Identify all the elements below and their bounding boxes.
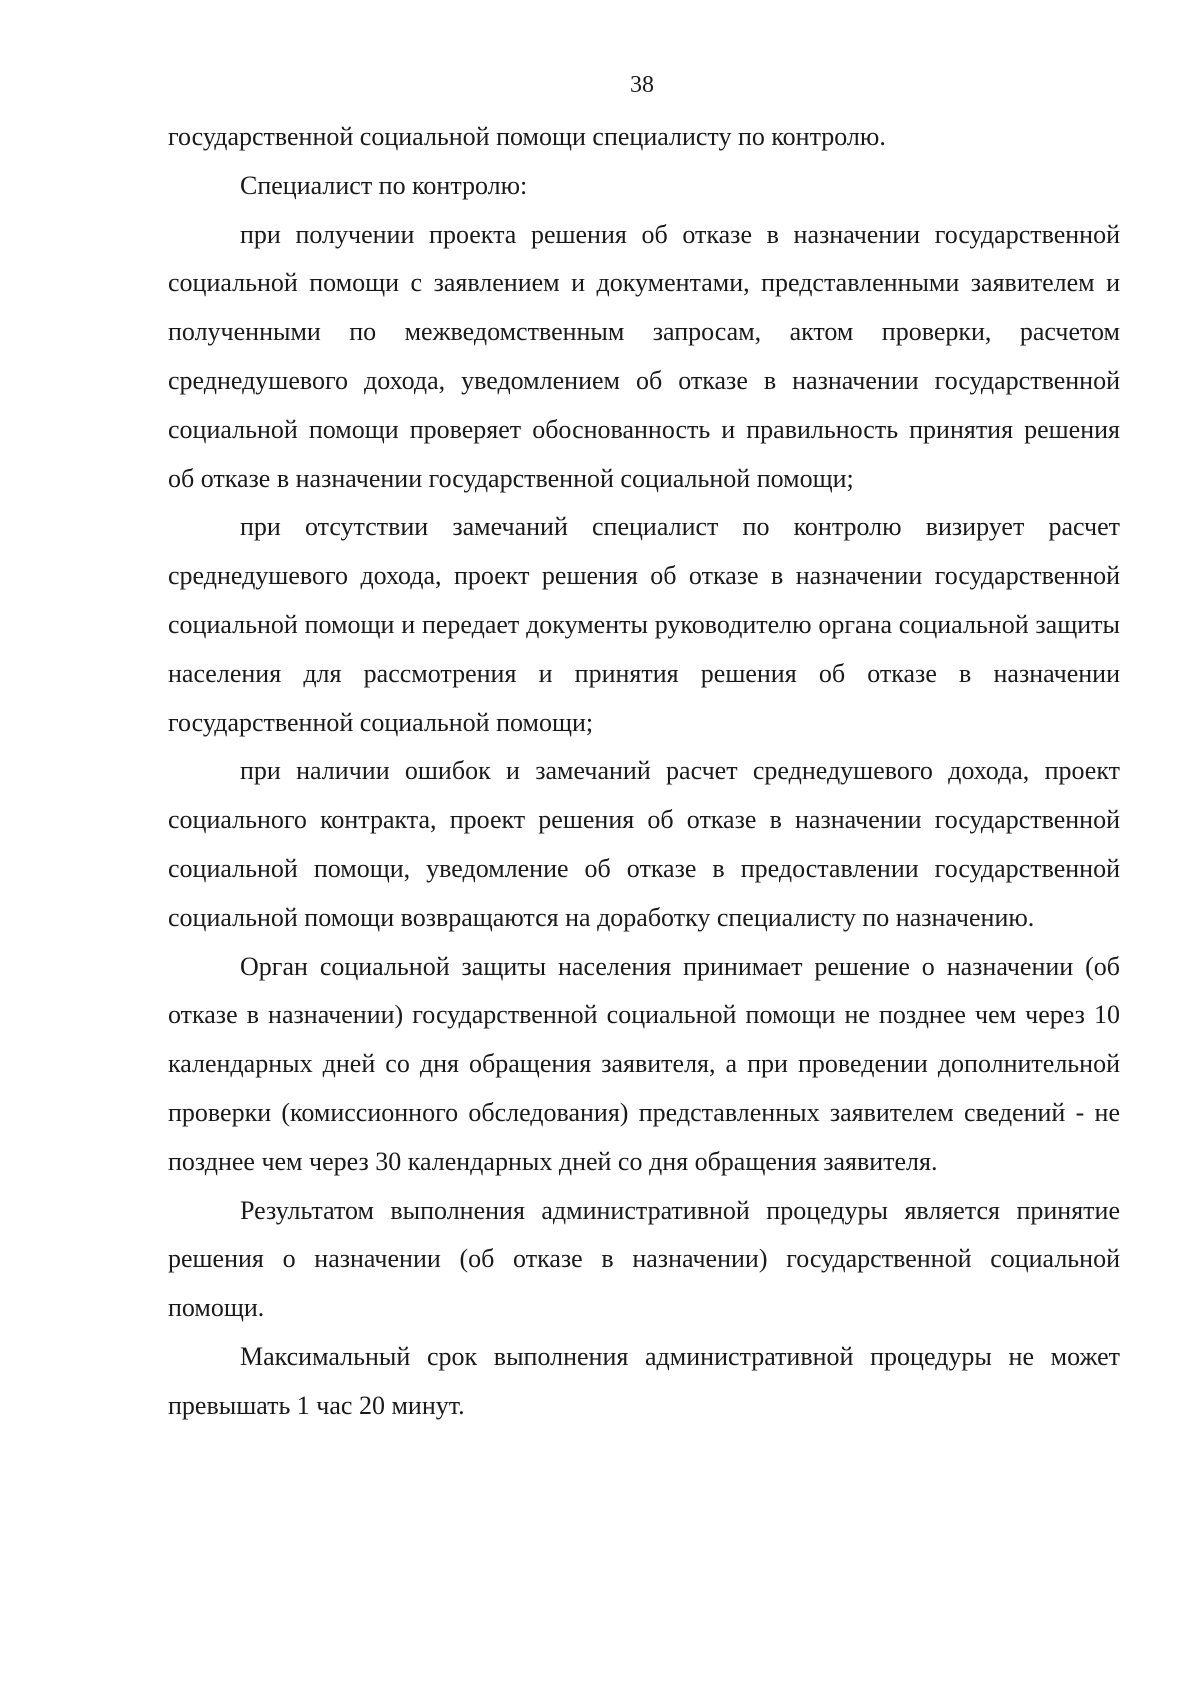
document-body [168, 113, 1120, 1431]
paragraph-4: при отсутствии замечаний специалист по контролю визирует расчет среднедушевого дохода, проект решения об отказе в назначении государственной социальной помощи и передает документы руководителю органа социальной защиты населения для рассмотрения и принятия решения об отказе в назначении государственной социальной помощи; [168, 512, 1120, 737]
paragraph-2: Специалист по контролю: [240, 170, 528, 200]
paragraph-8: Максимальный срок выполнения административной процедуры не может превышать 1 час 20 минут. [168, 1341, 1120, 1420]
paragraph-7: Результатом выполнения административной процедуры является принятие решения о назначении (об отказе в назначении) государственной социальной помощи. [168, 1195, 1120, 1323]
paragraph-1: государственной социальной помощи специалисту по контролю. [168, 122, 886, 151]
paragraph-6: Орган социальной защиты населения принимает решение о назначении (об отказе в назначении) государственной социальной помощи не позднее чем через 10 календарных дней со дня обращения заявителя, а при проведении дополнительной проверки (комиссионного обследования) представленных заявителем сведений - не позднее чем через 30 календарных дней со дня обращения заявителя. [168, 951, 1120, 1176]
paragraph-5: при наличии ошибок и замечаний расчет среднедушевого дохода, проект социального контракта, проект решения об отказе в назначении государственной социальной помощи, уведомление об отказе в предоставлении государственной социальной помощи возвращаются на доработку специалисту по назначению. [168, 756, 1120, 932]
paragraph-3: при получении проекта решения об отказе в назначении государственной социальной помощи с заявлением и документами, представленными заявителем и полученными по межведомственным запросам, актом проверки, расчетом среднедушевого дохода, уведомлением об отказе в назначении государственной социальной помощи проверяет обоснованность и правильность принятия решения об отказе в назначении государственной социальной помощи; [168, 219, 1120, 493]
page-number: 38 [630, 72, 654, 98]
